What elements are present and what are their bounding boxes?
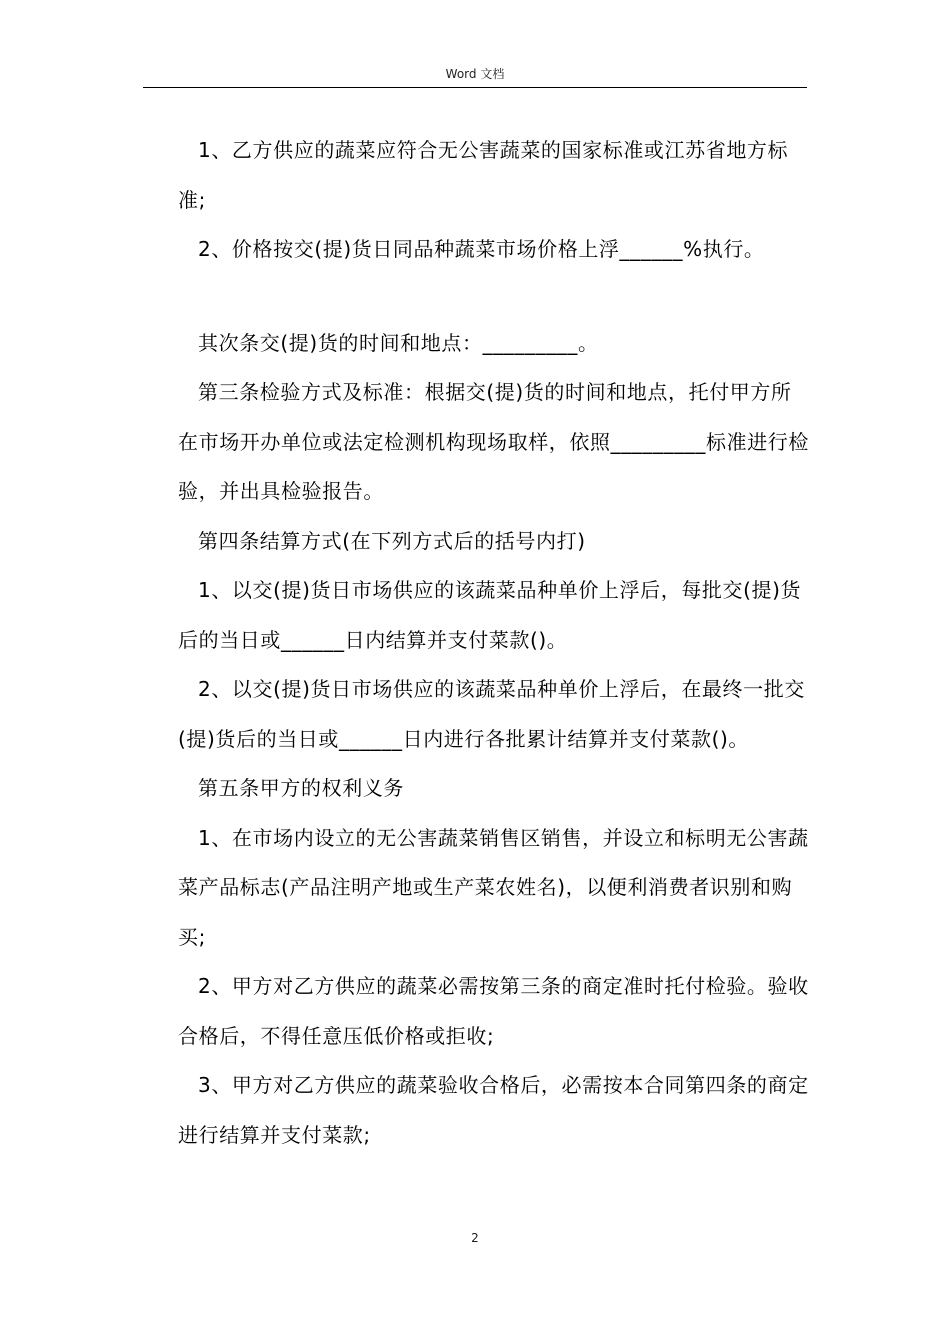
paragraph-item-1-standard: 1、乙方供应的蔬菜应符合无公害蔬菜的国家标准或江苏省地方标准;: [178, 138, 789, 212]
page-number: 2: [471, 1231, 479, 1245]
paragraph-article-5-item-3: 3、甲方对乙方供应的蔬菜验收合格后，必需按本合同第四条的商定进行结算并支付菜款;: [178, 1073, 809, 1147]
paragraph-article-5-item-2: 2、甲方对乙方供应的蔬菜必需按第三条的商定准时托付检验。验收合格后，不得任意压低价格或拒收;: [178, 974, 809, 1048]
header-divider: [143, 87, 807, 88]
paragraph-item-2-price: 2、价格按交(提)货日同品种蔬菜市场价格上浮______%执行。: [198, 237, 765, 261]
paragraph-article-4-item-2: 2、以交(提)货日市场供应的该蔬菜品种单价上浮后，在最终一批交(提)货后的当日或______日内进行各批累计结算并支付菜款()。: [178, 677, 805, 751]
paragraph-article-4: 第四条结算方式(在下列方式后的括号内打): [198, 528, 586, 553]
page-header: Word 文档: [445, 67, 505, 81]
paragraph-article-5-item-1: 1、在市场内设立的无公害蔬菜销售区销售，并设立和标明无公害蔬菜产品标志(产品注明产地或生产菜农姓名)，以便利消费者识别和购买;: [178, 825, 809, 949]
document-body: [178, 126, 810, 1160]
paragraph-article-5: 第五条甲方的权利义务: [198, 776, 404, 800]
paragraph-gap: [178, 275, 810, 319]
paragraph-article-2: 其次条交(提)货的时间和地点：_________。: [198, 330, 599, 355]
paragraph-article-3: 第三条检验方式及标准：根据交(提)货的时间和地点，托付甲方所在市场开办单位或法定检测机构现场取样，依照_________标准进行检验，并出具检验报告。: [178, 380, 809, 503]
paragraph-article-4-item-1: 1、以交(提)货日市场供应的该蔬菜品种单价上浮后，每批交(提)货后的当日或______日内结算并支付菜款()。: [178, 578, 802, 652]
